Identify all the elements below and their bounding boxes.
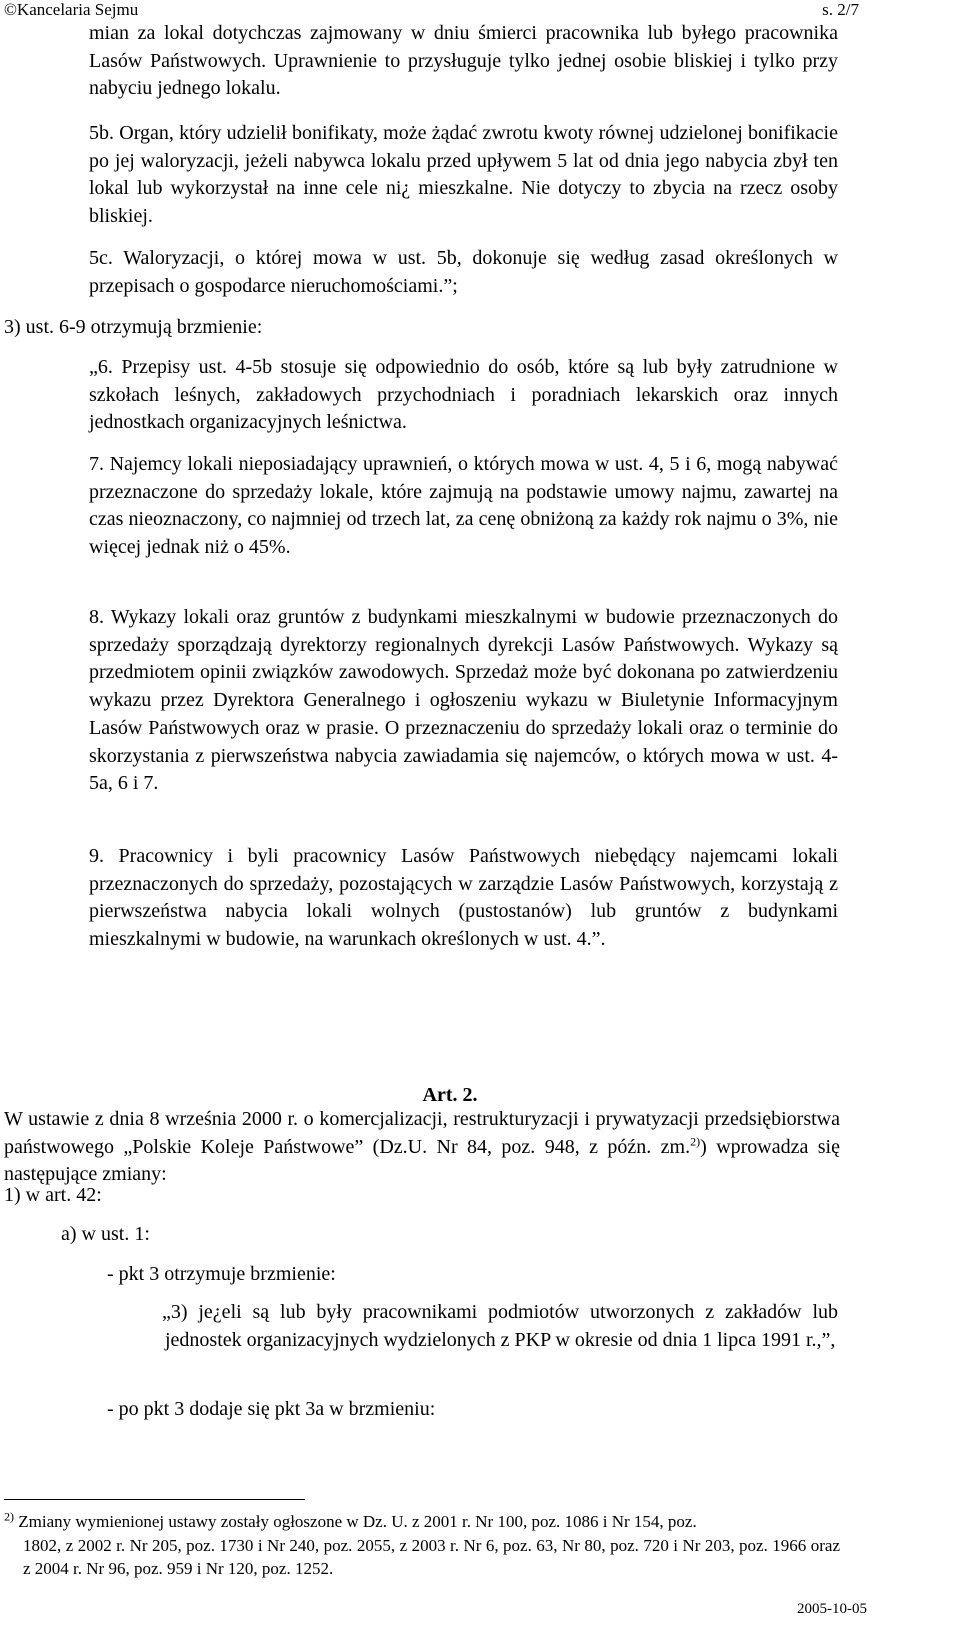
footnote-ref: 2)	[690, 1134, 701, 1149]
paragraph-8: 8. Wykazy lokali oraz gruntów z budynkami mieszkalnymi w budowie przeznaczonych do sprzedaży sporządzają dyrektorzy regionalnych dyrekcji Lasów Państwowych. Wykazy są przedmiotem opinii związków zawodowych. Sprzedaż może być dokonana po zatwierdzeniu wykazu przez Dyrektora Generalnego i ogłoszeniu wykazu w Biuletynie Informacyjnym Lasów Państwowych oraz w prasie. O przeznaczeniu do sprzedaży lokali oraz o terminie do skorzystania z pierwszeństwa nabycia zawiadamia się najemców, o których mowa w ust. 4-5a, 6 i 7.	[89, 606, 838, 795]
paragraph-9: 9. Pracownicy i byli pracownicy Lasów Państwowych niebędący najemcami lokali przeznaczonych do sprzedaży, pozostających w zarządzie Lasów Państwowych, korzystają z pierwszeństwa nabycia lokali wolnych (pustostanów) lub gruntów z budynkami mieszkalnymi w budowie, na warunkach określonych w ust. 4.”.	[89, 845, 838, 951]
page-number: s. 2/7	[822, 0, 859, 19]
footnote: $^{2)}$ Zmiany wymienionej ustawy zostały ogłoszone w Dz. U. z 2001 r. Nr 100, poz. 1086 i Nr 154, poz. 1802, z 2002 r. Nr 205, poz. 1730 i Nr 240, poz. 2055, z 2003 r. Nr 6, poz. 63, Nr 80, poz. 720 i Nr 203, poz. 1966 oraz z 2004 r. Nr 96, poz. 959 i Nr 120, poz. 1252.	[4, 1509, 840, 1578]
article-title: Art. 2.	[422, 1084, 478, 1106]
paragraph-5b: 5b. Organ, który udzielił bonifikaty, może żądać zwrotu kwoty równej udzielonej bonifikacie po jej waloryzacji, jeżeli nabywca lokalu przed upływem 5 lat od dnia jego nabycia zbył ten lokal lub wykorzystał na inne cele ni¿ mieszkalne. Nie dotyczy to zbycia na rzecz osoby bliskiej.	[89, 122, 838, 228]
document-date: 2005-10-05	[797, 1601, 867, 1617]
paragraph-5c: 5c. Waloryzacji, o której mowa w ust. 5b, dokonuje się według zasad określonych w przepisach o gospodarce nieruchomościami.”;	[89, 247, 838, 297]
paragraph-point-3: 3) ust. 6-9 otrzymują brzmienie:	[4, 316, 263, 338]
dash-item-1: - pkt 3 otrzymuje brzmienie:	[107, 1263, 336, 1285]
dash-item-2: - po pkt 3 dodaje się pkt 3a w brzmieniu:	[107, 1398, 436, 1420]
paragraph-6: „6. Przepisy ust. 4-5b stosuje się odpowiednio do osób, które są lub były zatrudnione w szkołach leśnych, zakładowych przychodniach i poradniach lekarskich oraz innych jednostkach organizacyjnych leśnictwa.	[89, 356, 838, 434]
footnote-mark: 2)	[4, 1509, 14, 1524]
item-1: 1) w art. 42:	[4, 1184, 102, 1206]
paragraph-7: 7. Najemcy lokali nieposiadający uprawnień, o których mowa w ust. 4, 5 i 6, mogą nabywać przeznaczone do sprzedaży lokale, które zajmują na podstawie umowy najmu, zawartej na czas nieoznaczony, co najmniej od trzech lat, za cenę obniżoną za każdy rok najmu o 3%, nie więcej jednak niż o 45%.	[89, 453, 838, 559]
item-a: a) w ust. 1:	[61, 1223, 150, 1245]
article-intro: W ustawie z dnia 8 września 2000 r. o komercjalizacji, restrukturyzacji i prywatyzacji przedsiębiorstwa państwowego „Polskie Koleje Państwowe” (Dz.U. Nr 84, poz. 948, z późn. zm.$^{2)}$) wprowadza się następujące zmiany:	[4, 1108, 840, 1186]
quoted-point-3: „3) je¿eli są lub były pracownikami podmiotów utworzonych z zakładów lub jednostek organizacyjnych wydzielonych z PKP w okresie od dnia 1 lipca 1991 r.,”,	[162, 1301, 838, 1351]
paragraph-continuation: mian za lokal dotychczas zajmowany w dniu śmierci pracownika lub byłego pracownika Lasów Państwowych. Uprawnienie to przysługuje tylko jednej osobie bliskiej i tylko przy nabyciu jednego lokalu.	[89, 22, 838, 100]
footnote-separator	[4, 1499, 305, 1500]
header-left: ©Kancelaria Sejmu	[4, 0, 139, 19]
